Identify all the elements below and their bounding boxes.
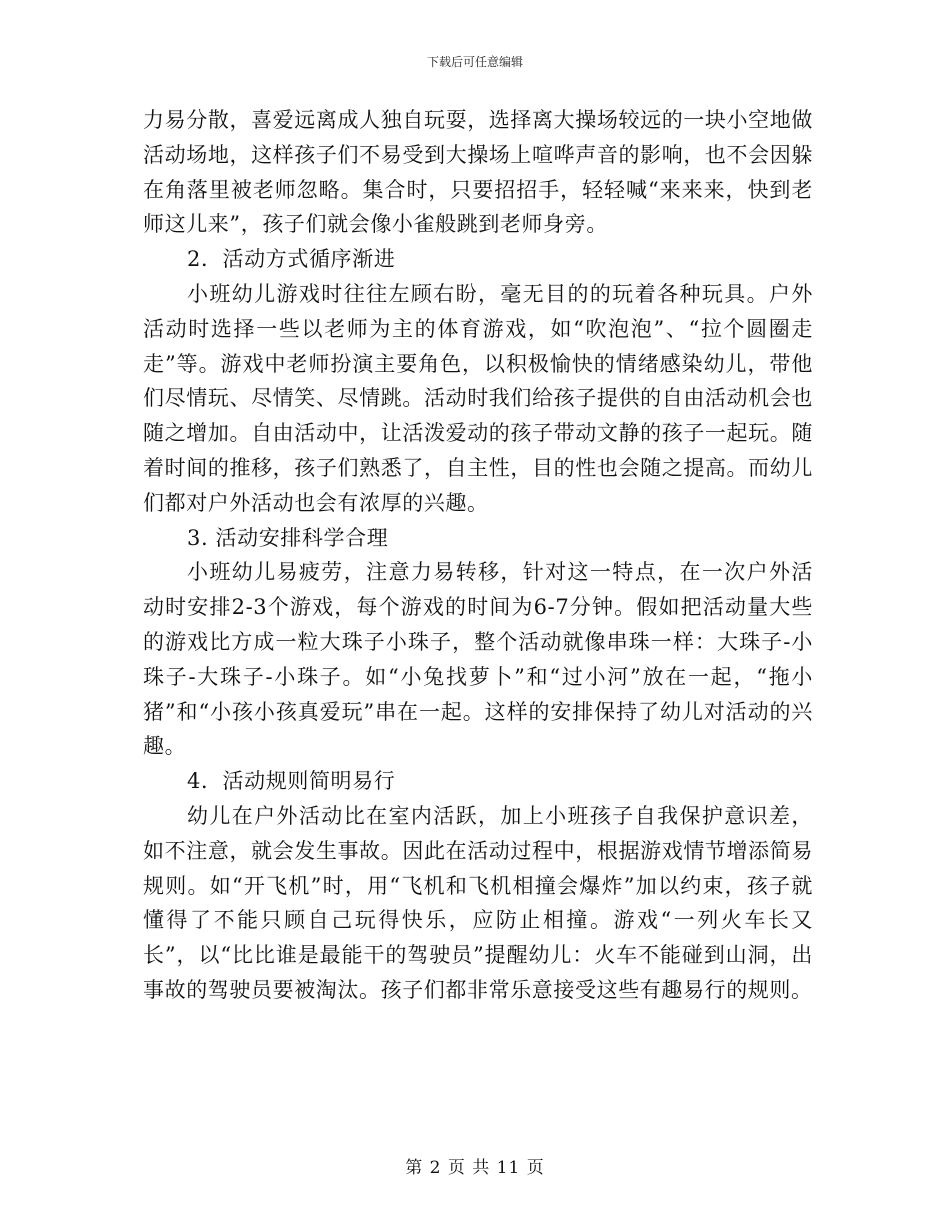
paragraph-1: 力易分散，喜爱远离成人独自玩耍，选择离大操场较远的一块小空地做活动场地，这样孩子们不易受到大操场上喧哗声音的影响，也不会因躲在角落里被老师忽略。集合时，只要招招手，轻轻喊“来来来，快到老师这儿来”，孩子们就会像小雀般跳到老师身旁。 xyxy=(143,108,813,237)
paragraph-4: 幼儿在户外活动比在室内活跃，加上小班孩子自我保护意识差，如不注意，就会发生事故。因此在活动过程中，根据游戏情节增添简易规则。如“开飞机”时，用“飞机和飞机相撞会爆炸”加以约束，孩子就懂得了不能只顾自己玩得快乐，应防止相撞。游戏“一列火车长又长”，以“比比谁是最能干的驾驶员”提醒幼儿：火车不能碰到山洞，出事故的驾驶员要被淘汰。孩子们都非常乐意接受这些有趣易行的规则。 xyxy=(143,803,813,1002)
page-header: 下载后可任意编辑 xyxy=(426,55,523,69)
page-number-footer: 第 2 页 共 11 页 xyxy=(405,1158,545,1178)
document-body xyxy=(143,103,813,1008)
paragraph-2: 小班幼儿游戏时往往左顾右盼，毫无目的的玩着各种玩具。户外活动时选择一些以老师为主的体育游戏，如“吹泡泡”、“拉个圆圈走走”等。游戏中老师扮演主要角色，以积极愉快的情绪感染幼儿，带他们尽情玩、尽情笑、尽情跳。活动时我们给孩子提供的自由活动机会也随之增加。自由活动中，让活泼爱动的孩子带动文静的孩子一起玩。随着时间的推移，孩子们熟悉了，自主性，目的性也会随之提高。而幼儿们都对户外活动也会有浓厚的兴趣。 xyxy=(143,281,813,515)
section-heading-3: 3. 活动安排科学合理 xyxy=(187,525,389,550)
paragraph-3: 小班幼儿易疲劳，注意力易转移，针对这一特点，在一次户外活动时安排2-3个游戏，每个游戏的时间为6-7分钟。假如把活动量大些的游戏比方成一粒大珠子小珠子，整个活动就像串珠一样：大珠子-小珠子-大珠子-小珠子。如“小兔找萝卜”和“过小河”放在一起，“拖小猪”和“小孩小孩真爱玩”串在一起。这样的安排保持了幼儿对活动的兴趣。 xyxy=(143,560,813,759)
section-heading-2: 2．活动方式循序渐进 xyxy=(187,247,396,272)
section-heading-4: 4．活动规则简明易行 xyxy=(187,769,396,794)
